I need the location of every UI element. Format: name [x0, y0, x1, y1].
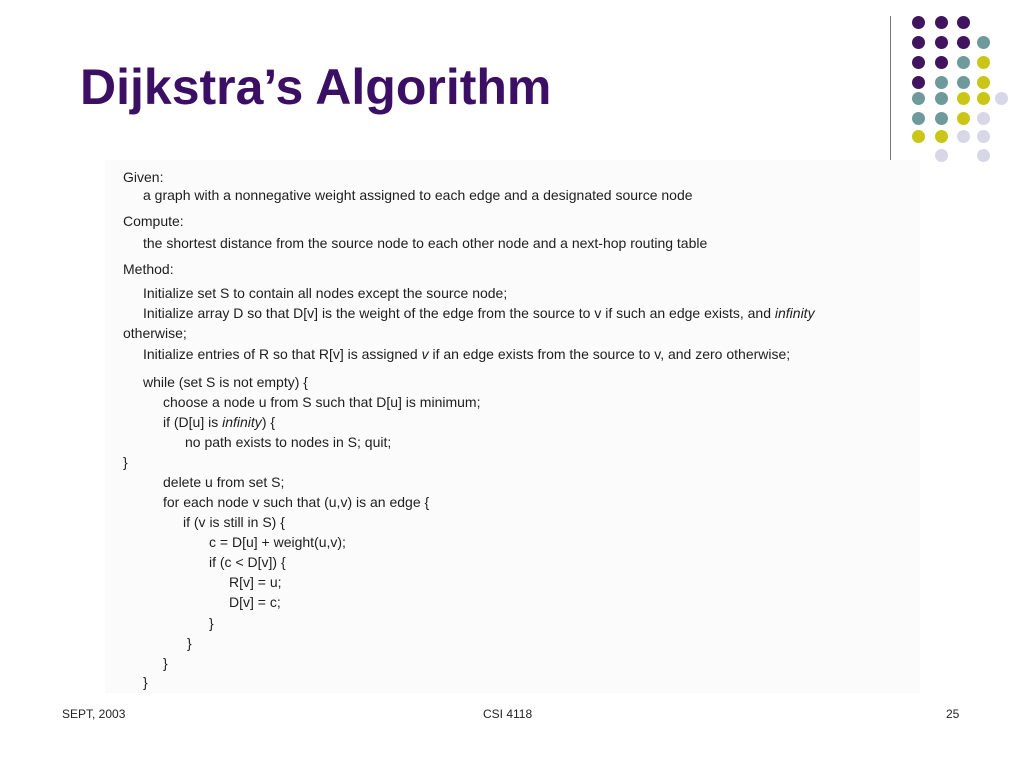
code-line: the shortest distance from the source node to each other node and a next-hop routing table — [143, 235, 708, 251]
decorative-dot — [912, 130, 925, 143]
decorative-dot — [957, 92, 970, 105]
footer-course: CSI 4118 — [483, 707, 533, 721]
code-line: Initialize entries of R so that R[v] is assigned v if an edge exists from the source to v, and zero otherwise; — [143, 346, 791, 362]
decorative-dot — [912, 76, 925, 89]
decorative-dot — [977, 76, 990, 89]
decorative-dot — [957, 76, 970, 89]
code-line: Method: — [123, 261, 174, 277]
decorative-dot — [977, 130, 990, 143]
footer-date: SEPT, 2003 — [62, 707, 126, 721]
decorative-dot — [957, 112, 970, 125]
code-line: c = D[u] + weight(u,v); — [209, 534, 346, 550]
code-line: } — [123, 454, 128, 470]
code-line: } — [209, 615, 214, 631]
code-line: choose a node u from S such that D[u] is minimum; — [163, 394, 481, 410]
decorative-dot — [957, 56, 970, 69]
footer-page-number: 25 — [946, 707, 960, 721]
decorative-dot — [957, 130, 970, 143]
code-line: Initialize array D so that D[v] is the weight of the edge from the source to v if such an edge exists, and infinity — [143, 305, 815, 321]
code-line: R[v] = u; — [229, 574, 282, 590]
code-line: otherwise; — [123, 325, 187, 341]
code-line: Compute: — [123, 213, 184, 229]
decorative-dot — [912, 16, 925, 29]
code-line: if (c < D[v]) { — [209, 554, 286, 570]
code-line: if (v is still in S) { — [183, 514, 285, 530]
slide-title: Dijkstra’s Algorithm — [80, 59, 552, 115]
algorithm-pseudocode — [105, 160, 920, 693]
decorative-dot — [977, 36, 990, 49]
decorative-dot — [935, 36, 948, 49]
decorative-dot — [977, 112, 990, 125]
decorative-dot — [935, 112, 948, 125]
decorative-dot — [912, 56, 925, 69]
decorative-dot — [995, 92, 1008, 105]
code-line: } — [187, 635, 192, 651]
code-line: Initialize set S to contain all nodes except the source node; — [143, 285, 508, 301]
decorative-dot — [935, 149, 948, 162]
code-line: while (set S is not empty) { — [143, 374, 308, 390]
decorative-dot — [977, 56, 990, 69]
decorative-dot — [977, 149, 990, 162]
decorative-dot — [935, 16, 948, 29]
decorative-dot — [912, 112, 925, 125]
code-line: } — [163, 655, 168, 671]
code-line: D[v] = c; — [229, 594, 281, 610]
code-line: a graph with a nonnegative weight assigned to each edge and a designated source node — [143, 187, 693, 203]
decorative-dot — [957, 36, 970, 49]
decorative-dot — [912, 36, 925, 49]
decorative-divider — [890, 16, 891, 162]
code-line: no path exists to nodes in S; quit; — [185, 434, 392, 450]
decorative-dot — [912, 92, 925, 105]
decorative-dot — [957, 16, 970, 29]
code-line: Given: — [123, 169, 164, 185]
code-line: } — [143, 674, 148, 690]
decorative-dot — [977, 92, 990, 105]
code-line: for each node v such that (u,v) is an edge { — [163, 494, 430, 510]
decorative-dot — [935, 130, 948, 143]
decorative-dot — [935, 92, 948, 105]
code-line: if (D[u] is infinity) { — [163, 414, 276, 430]
decorative-dot — [935, 56, 948, 69]
decorative-dot — [935, 76, 948, 89]
code-line: delete u from set S; — [163, 474, 285, 490]
